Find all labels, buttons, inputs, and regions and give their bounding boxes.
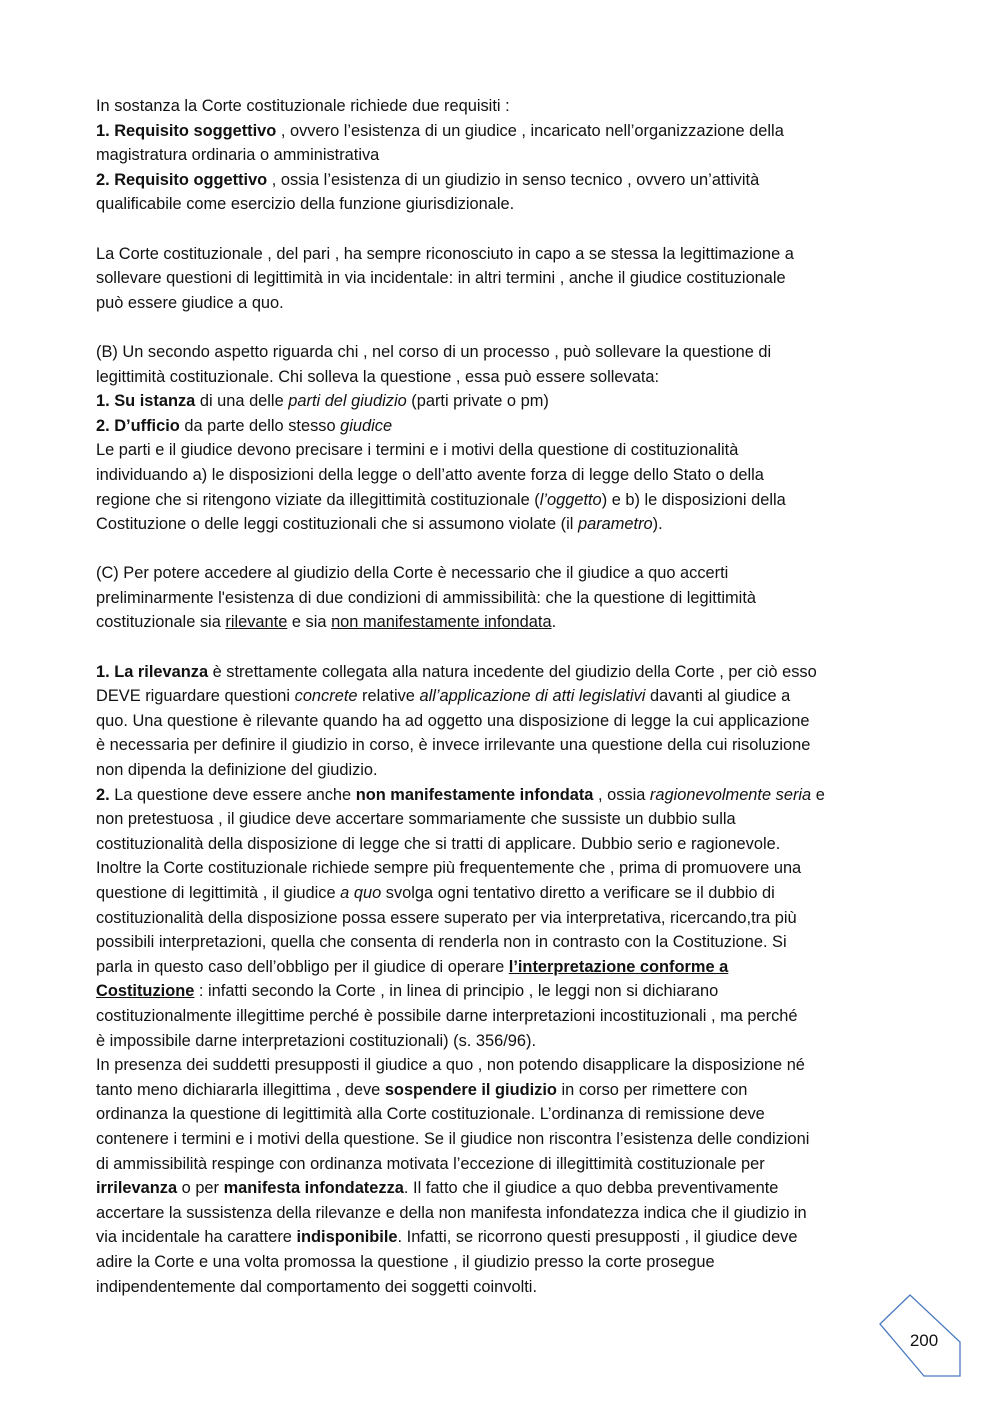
text-run: rilevante: [225, 613, 288, 632]
text-line: [96, 684, 908, 709]
text-run: può essere giudice a quo.: [96, 293, 284, 312]
text-line: [96, 389, 908, 414]
text-run: ordinanza la questione di legittimità alla Corte costituzionale. L’ordinanza di remissione deve: [96, 1105, 765, 1124]
blank-line: [96, 537, 908, 562]
text-line: [96, 856, 908, 881]
text-run: costituzionale sia: [96, 613, 226, 632]
text-run: 1. La rilevanza: [96, 662, 209, 681]
text-line: [96, 168, 908, 193]
text-line: [96, 1102, 908, 1127]
text-run: La questione deve essere anche: [109, 785, 356, 804]
text-run: . Infatti, se ricorrono questi presupposti , il giudice deve: [397, 1228, 798, 1247]
text-run: contenere i termini e i motivi della questione. Se il giudice non riscontra l’esistenza delle condizioni: [96, 1129, 810, 1148]
text-run: (B) Un secondo aspetto riguarda chi , nel corso di un processo , può sollevare la questione di: [96, 342, 772, 361]
text-run: ).: [652, 515, 663, 534]
text-line: [96, 143, 908, 168]
text-run: tanto meno dichiararla illegittima , deve: [96, 1080, 385, 1099]
text-line: [96, 512, 908, 537]
text-line: [96, 488, 908, 513]
page-number-badge: [878, 1294, 964, 1378]
page-number: 200: [909, 1331, 939, 1350]
text-run: giudice: [340, 416, 393, 435]
text-line: [96, 414, 908, 439]
text-run: all’applicazione di atti legislativi: [419, 687, 646, 706]
text-line: [96, 1275, 908, 1300]
text-run: e sia: [287, 613, 332, 632]
text-run: In presenza dei suddetti presupposti il giudice a quo , non potendo disapplicare la disposizione né: [96, 1056, 805, 1075]
text-run: l’interpretazione conforme a: [508, 957, 729, 976]
text-run: costituzionalità della disposizione di legge che si tratti di applicare. Dubbio serio e ragionevole.: [96, 834, 781, 853]
text-line: [96, 94, 908, 119]
text-line: [96, 1225, 908, 1250]
text-run: quo. Una questione è rilevante quando ha ad oggetto una disposizione di legge la cui applicazione: [96, 711, 810, 730]
blank-line: [96, 315, 908, 340]
text-line: [96, 266, 908, 291]
text-run: legittimità costituzionale. Chi solleva la questione , essa può essere sollevata:: [96, 367, 660, 386]
text-run: accertare la sussistenza della rilevanze e della non manifesta infondatezza indica che il giudizio in: [96, 1203, 807, 1222]
text-run: , ovvero l’esistenza di un giudice , incaricato nell’organizzazione della: [276, 121, 784, 140]
text-line: [96, 1053, 908, 1078]
text-run: 1. Su istanza: [96, 392, 196, 411]
text-run: non dipenda la definizione del giudizio.: [96, 761, 378, 780]
text-run: relative: [357, 687, 420, 706]
text-run: è impossibile darne interpretazioni costituzionali) (s. 356/96).: [96, 1031, 537, 1050]
text-line: [96, 979, 908, 1004]
text-line: [96, 438, 908, 463]
text-line: [96, 192, 908, 217]
text-line: [96, 463, 908, 488]
text-line: [96, 906, 908, 931]
text-run: non manifestamente infondata: [331, 613, 552, 632]
text-run: (C) Per potere accedere al giudizio della Corte è necessario che il giudice a quo accerti: [96, 564, 729, 583]
text-run: da parte dello stesso: [179, 416, 341, 435]
text-run: o per: [177, 1179, 224, 1198]
text-run: parla in questo caso dell’obbligo per il giudice di operare: [96, 957, 509, 976]
text-run: indisponibile: [296, 1228, 398, 1247]
text-run: di ammissibilità respinge con ordinanza motivata l’eccezione di illegittimità costituzionale per: [96, 1154, 765, 1173]
text-line: [96, 660, 908, 685]
text-run: è strettamente collegata alla natura incedente del giudizio della Corte , per ciò esso: [208, 662, 817, 681]
text-run: Costituzione: [96, 982, 195, 1001]
text-run: concrete: [294, 687, 358, 706]
text-line: [96, 586, 908, 611]
text-run: è necessaria per definire il giudizio in corso, è invece irrilevante una questione della cui risoluzione: [96, 736, 811, 755]
text-run: manifesta infondatezza: [223, 1179, 404, 1198]
text-run: in corso per rimettere con: [556, 1080, 748, 1099]
text-line: [96, 955, 908, 980]
text-run: questione di legittimità , il giudice: [96, 884, 341, 902]
text-line: [96, 930, 908, 955]
text-line: [96, 1201, 908, 1226]
text-run: Inoltre la Corte costituzionale richiede sempre più frequentemente che , prima di promuovere una: [96, 859, 802, 878]
text-run: regione che si ritengono viziate da illegittimità costituzionale (: [96, 490, 540, 509]
text-run: sospendere il giudizio: [384, 1080, 557, 1099]
text-line: [96, 881, 908, 906]
text-line: [96, 807, 908, 832]
text-run: costituzionalmente illegittime perché è possibile darne interpretazioni incostituzionali , ma perché: [96, 1006, 798, 1025]
text-line: [96, 119, 908, 144]
text-run: non pretestuosa , il giudice deve accertare sommariamente che sussiste un dubbio sulla: [96, 810, 736, 829]
text-run: (parti private o pm): [406, 392, 549, 411]
text-run: , ossia: [593, 785, 650, 804]
text-line: [96, 365, 908, 390]
text-run: svolga ogni tentativo diretto a verificare se il dubbio di: [381, 884, 775, 902]
text-run: e: [811, 785, 825, 804]
text-line: [96, 1078, 908, 1103]
text-run: Costituzione o delle leggi costituzionali che si assumono violate (il: [96, 515, 578, 534]
text-line: [96, 561, 908, 586]
text-run: 2.: [96, 785, 110, 804]
blank-line: [96, 217, 908, 242]
text-run: a quo: [340, 884, 382, 902]
text-run: individuando a) le disposizioni della legge o dell’atto avente forza di legge dello Stato o della: [96, 465, 764, 484]
text-run: costituzionalità della disposizione possa essere superato per via interpretativa, ricercando,tra più: [96, 908, 797, 927]
text-run: 1. Requisito soggettivo: [96, 121, 277, 140]
text-run: sollevare questioni di legittimità in via incidentale: in altri termini , anche il giudice costituzionale: [96, 269, 786, 288]
text-line: [96, 1176, 908, 1201]
text-run: Le parti e il giudice devono precisare i termini e i motivi della questione di costituzionalità: [96, 441, 739, 460]
text-run: davanti al giudice a: [645, 687, 791, 706]
text-line: [96, 610, 908, 635]
text-run: irrilevanza: [96, 1179, 178, 1198]
text-run: 2. D’ufficio: [96, 416, 180, 435]
text-run: , ossia l’esistenza di un giudizio in senso tecnico , ovvero un’attività: [267, 170, 760, 189]
text-line: [96, 1127, 908, 1152]
text-run: In sostanza la Corte costituzionale richiede due requisiti :: [96, 97, 510, 115]
text-line: [96, 291, 908, 316]
text-line: [96, 1250, 908, 1275]
text-line: [96, 783, 908, 808]
text-run: .: [551, 613, 557, 632]
text-run: . Il fatto che il giudice a quo debba preventivamente: [403, 1179, 779, 1198]
text-run: qualificabile come esercizio della funzione giurisdizionale.: [96, 195, 515, 214]
text-line: [96, 733, 908, 758]
text-run: di una delle: [195, 392, 289, 411]
text-line: [96, 340, 908, 365]
text-line: [96, 1004, 908, 1029]
text-line: [96, 709, 908, 734]
text-run: 2. Requisito oggettivo: [96, 170, 268, 189]
text-run: parti del giudizio: [288, 392, 407, 411]
text-run: ragionevolmente seria: [649, 785, 812, 804]
text-run: indipendentemente dal comportamento dei soggetti coinvolti.: [96, 1277, 538, 1296]
text-line: [96, 1029, 908, 1054]
text-run: ) e b) le disposizioni della: [601, 490, 786, 509]
text-run: non manifestamente infondata: [355, 785, 594, 804]
text-line: [96, 758, 908, 783]
text-run: l’oggetto: [539, 490, 602, 509]
text-line: [96, 1152, 908, 1177]
text-run: magistratura ordinaria o amministrativa: [96, 146, 380, 165]
text-line: [96, 832, 908, 857]
blank-line: [96, 635, 908, 660]
text-run: possibili interpretazioni, quella che consenta di renderla non in contrasto con la Costituzione. Si: [96, 933, 787, 952]
text-run: adire la Corte e una volta promossa la questione , il giudizio presso la corte prosegue: [96, 1252, 715, 1271]
text-run: DEVE riguardare questioni: [96, 687, 295, 706]
text-run: La Corte costituzionale , del pari , ha sempre riconosciuto in capo a se stessa la legittimazione a: [96, 244, 794, 263]
text-run: preliminarmente l'esistenza di due condizioni di ammissibilità: che la questione di legittimità: [96, 588, 756, 607]
text-run: parametro: [577, 515, 653, 534]
document-body: [96, 94, 908, 1299]
text-line: [96, 242, 908, 267]
text-run: : infatti secondo la Corte , in linea di principio , le leggi non si dichiarano: [194, 982, 719, 1001]
text-run: via incidentale ha carattere: [96, 1228, 297, 1247]
